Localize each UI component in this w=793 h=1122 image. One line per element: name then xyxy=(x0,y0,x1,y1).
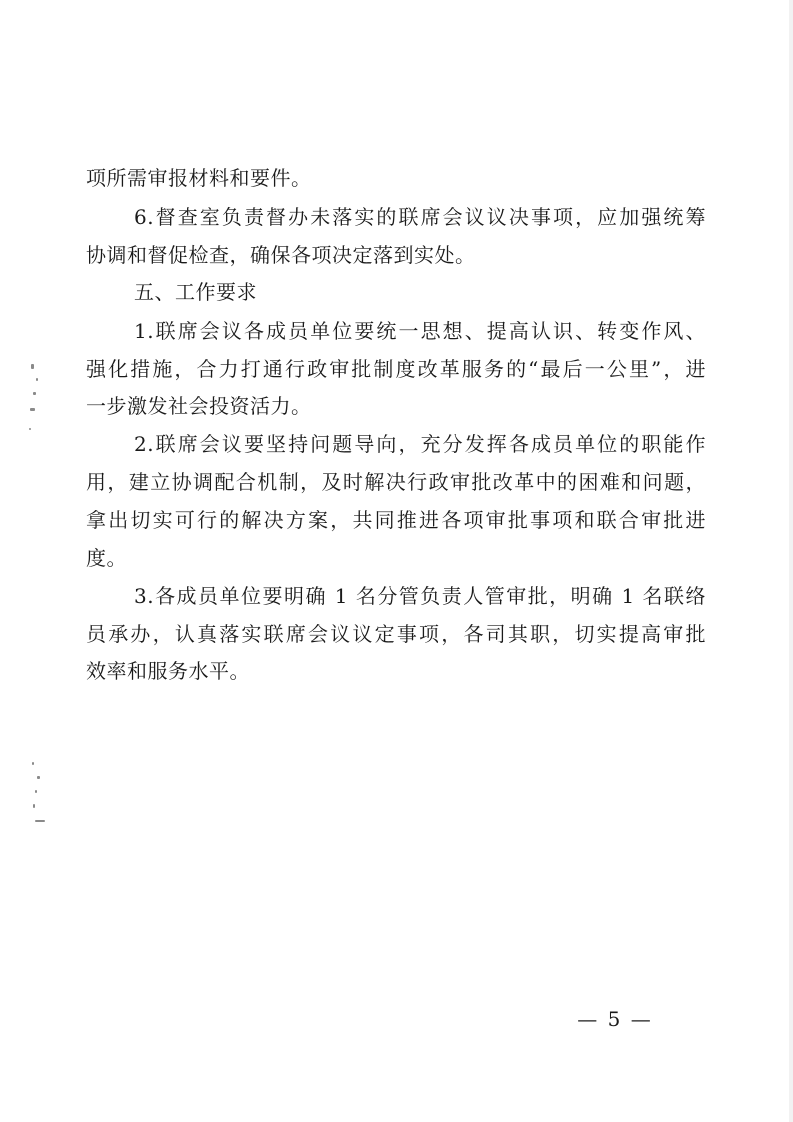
text-line: 6.督查室负责督办未落实的联席会议议决事项，应加强统筹 xyxy=(134,205,706,229)
text-line: 3.各成员单位要明确 1 名分管负责人管审批，明确 1 名联络 xyxy=(134,584,706,608)
scan-speck xyxy=(35,820,45,822)
text-line: 2.联席会议要坚持问题导向，充分发挥各成员单位的职能作 xyxy=(134,432,706,456)
scan-speck xyxy=(29,428,31,430)
text-line: 强化措施，合力打通行政审批制度改革服务的“最后一公里”，进 xyxy=(86,357,706,381)
scan-speck xyxy=(33,804,35,808)
scan-speck xyxy=(35,790,37,793)
text-line: 1.联席会议各成员单位要统一思想、提高认识、转变作风、 xyxy=(134,319,706,343)
page-number: — 5 — xyxy=(577,1007,653,1031)
scan-speck xyxy=(30,408,35,411)
text-line: 协调和督促检查，确保各项决定落到实处。 xyxy=(86,243,476,267)
text-line: 一步激发社会投资活力。 xyxy=(86,394,312,418)
section-heading: 五、工作要求 xyxy=(134,280,257,304)
text-line: 项所需审报材料和要件。 xyxy=(86,166,312,190)
text-line: 员承办，认真落实联席会议议定事项，各司其职，切实提高审批 xyxy=(86,622,706,646)
text-line: 度。 xyxy=(86,546,127,570)
scan-speck xyxy=(32,762,34,765)
scan-speck xyxy=(37,776,40,779)
scan-speck xyxy=(33,392,36,395)
scan-speck xyxy=(36,378,38,381)
text-line: 用，建立协调配合机制，及时解决行政审批改革中的困难和问题， xyxy=(86,470,706,494)
scan-edge xyxy=(789,0,793,1122)
text-line: 拿出切实可行的解决方案，共同推进各项审批事项和联合审批进 xyxy=(86,508,706,532)
scan-speck xyxy=(31,364,34,369)
text-line: 效率和服务水平。 xyxy=(86,659,250,683)
